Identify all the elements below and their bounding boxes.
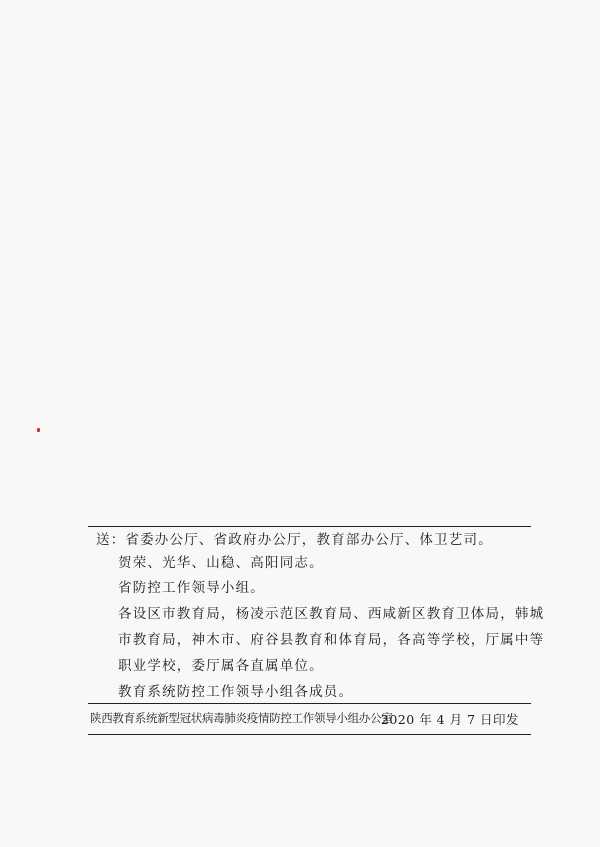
distribution-line: 教育系统防控工作领导小组各成员。: [118, 684, 354, 700]
distribution-line: 各设区市教育局，杨凌示范区教育局、西咸新区教育卫体局，韩城: [118, 606, 545, 622]
distribution-line: 市教育局，神木市、府谷县教育和体育局，各高等学校，厅属中等: [118, 632, 545, 648]
issue-date: 2020 年 4 月 7 日印发: [380, 712, 519, 727]
distribution-line: 省防控工作领导小组。: [118, 580, 265, 596]
distribution-line: 贺荣、光华、山稳、高阳同志。: [118, 555, 324, 571]
red-ink-mark: [37, 428, 40, 432]
issuing-office: 陕西教育系统新型冠状病毒肺炎疫情防控工作领导小组办公室: [90, 711, 393, 725]
bottom-rule: [88, 734, 531, 735]
top-rule: [88, 526, 531, 527]
issuance-footer: [88, 703, 531, 734]
distribution-line: 送：省委办公厅、省政府办公厅，教育部办公厅、体卫艺司。: [96, 532, 493, 548]
distribution-line: 职业学校，委厅属各直属单位。: [118, 658, 324, 674]
